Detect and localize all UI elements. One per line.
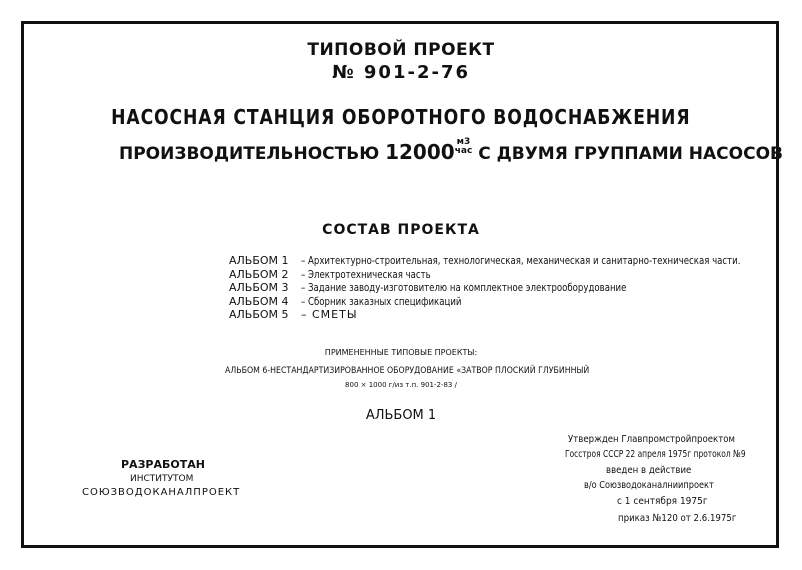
title-line-2-prefix: ПРОИЗВОДИТЕЛЬНОСТЬЮ bbox=[119, 144, 380, 164]
album-text: – Сборник заказных спецификаций bbox=[301, 295, 462, 308]
project-number: № 901-2-76 bbox=[331, 62, 470, 83]
album-label: АЛЬБОМ 2 bbox=[229, 268, 289, 281]
approval-line-2 bbox=[565, 449, 802, 460]
title-line-1 bbox=[0, 105, 802, 129]
applied-project-item bbox=[225, 366, 621, 376]
approval-line-4-text: в/о Союзводоканалниипроект bbox=[584, 480, 714, 491]
album-text: – Архитектурно-строительная, технологическая, механическая и санитарно-техническая части. bbox=[301, 254, 741, 267]
approval-line-5 bbox=[617, 496, 718, 507]
approval-line-3-text: введен в действие bbox=[606, 465, 692, 476]
album-label: АЛЬБОМ 4 bbox=[229, 295, 289, 308]
approval-line-3 bbox=[606, 465, 705, 476]
capacity-unit bbox=[455, 138, 473, 156]
applied-project-sub: 800 × 1000 г/из т.п. 901-2-83 / bbox=[345, 381, 457, 389]
capacity-unit-bottom: час bbox=[454, 146, 473, 156]
album-row bbox=[229, 268, 467, 281]
title-line-2-suffix: С ДВУМЯ ГРУППАМИ НАСОСОВ bbox=[478, 144, 783, 164]
developer-line-1: РАЗРАБОТАН bbox=[121, 458, 205, 471]
album-row bbox=[229, 295, 507, 308]
developer-line-3: СОЮЗВОДОКАНАЛПРОЕКТ bbox=[82, 487, 241, 498]
album-text: – СМЕТЫ bbox=[301, 308, 358, 321]
album-row bbox=[229, 254, 802, 267]
album-row bbox=[229, 308, 358, 321]
current-album: АЛЬБОМ 1 bbox=[365, 408, 437, 423]
capacity-unit-top: м3 bbox=[456, 137, 471, 147]
title-line-1-text: НАСОСНАЯ СТАНЦИЯ ОБОРОТНОГО ВОДОСНАБЖЕНИЯ bbox=[111, 105, 691, 129]
album-text: – Задание заводу-изготовителю на комплектное электрооборудование bbox=[301, 281, 627, 294]
approval-line-6-text: приказ №120 от 2.6.1975г bbox=[618, 513, 737, 524]
developer-line-2: ИНСТИТУТОМ bbox=[130, 474, 194, 484]
title-line-2 bbox=[119, 138, 783, 164]
approval-line-6 bbox=[618, 513, 756, 524]
type-project-label: ТИПОВОЙ ПРОЕКТ bbox=[307, 40, 495, 60]
approval-line-2-text: Госстроя СССР 22 апреля 1975г протокол №9 bbox=[565, 449, 746, 460]
approval-line-1 bbox=[568, 434, 762, 445]
album-text: – Электротехническая часть bbox=[301, 268, 431, 281]
album-label: АЛЬБОМ 1 bbox=[229, 254, 289, 267]
capacity-value: 12000 bbox=[385, 140, 455, 164]
approval-line-4 bbox=[584, 480, 742, 491]
approval-line-1-text: Утвержден Главпромстройпроектом bbox=[568, 434, 735, 445]
album-label: АЛЬБОМ 3 bbox=[229, 281, 289, 294]
album-label: АЛЬБОМ 5 bbox=[229, 308, 289, 321]
album-row bbox=[229, 281, 718, 294]
composition-heading: СОСТАВ ПРОЕКТА bbox=[322, 222, 480, 238]
applied-projects-heading: ПРИМЕНЕННЫЕ ТИПОВЫЕ ПРОЕКТЫ: bbox=[324, 348, 478, 357]
approval-line-5-text: с 1 сентября 1975г bbox=[617, 496, 708, 507]
applied-project-item-text: АЛЬБОМ 6-НЕСТАНДАРТИЗИРОВАННОЕ ОБОРУДОВАНИЕ «ЗАТВОР ПЛОСКИЙ ГЛУБИННЫЙ bbox=[225, 366, 590, 376]
